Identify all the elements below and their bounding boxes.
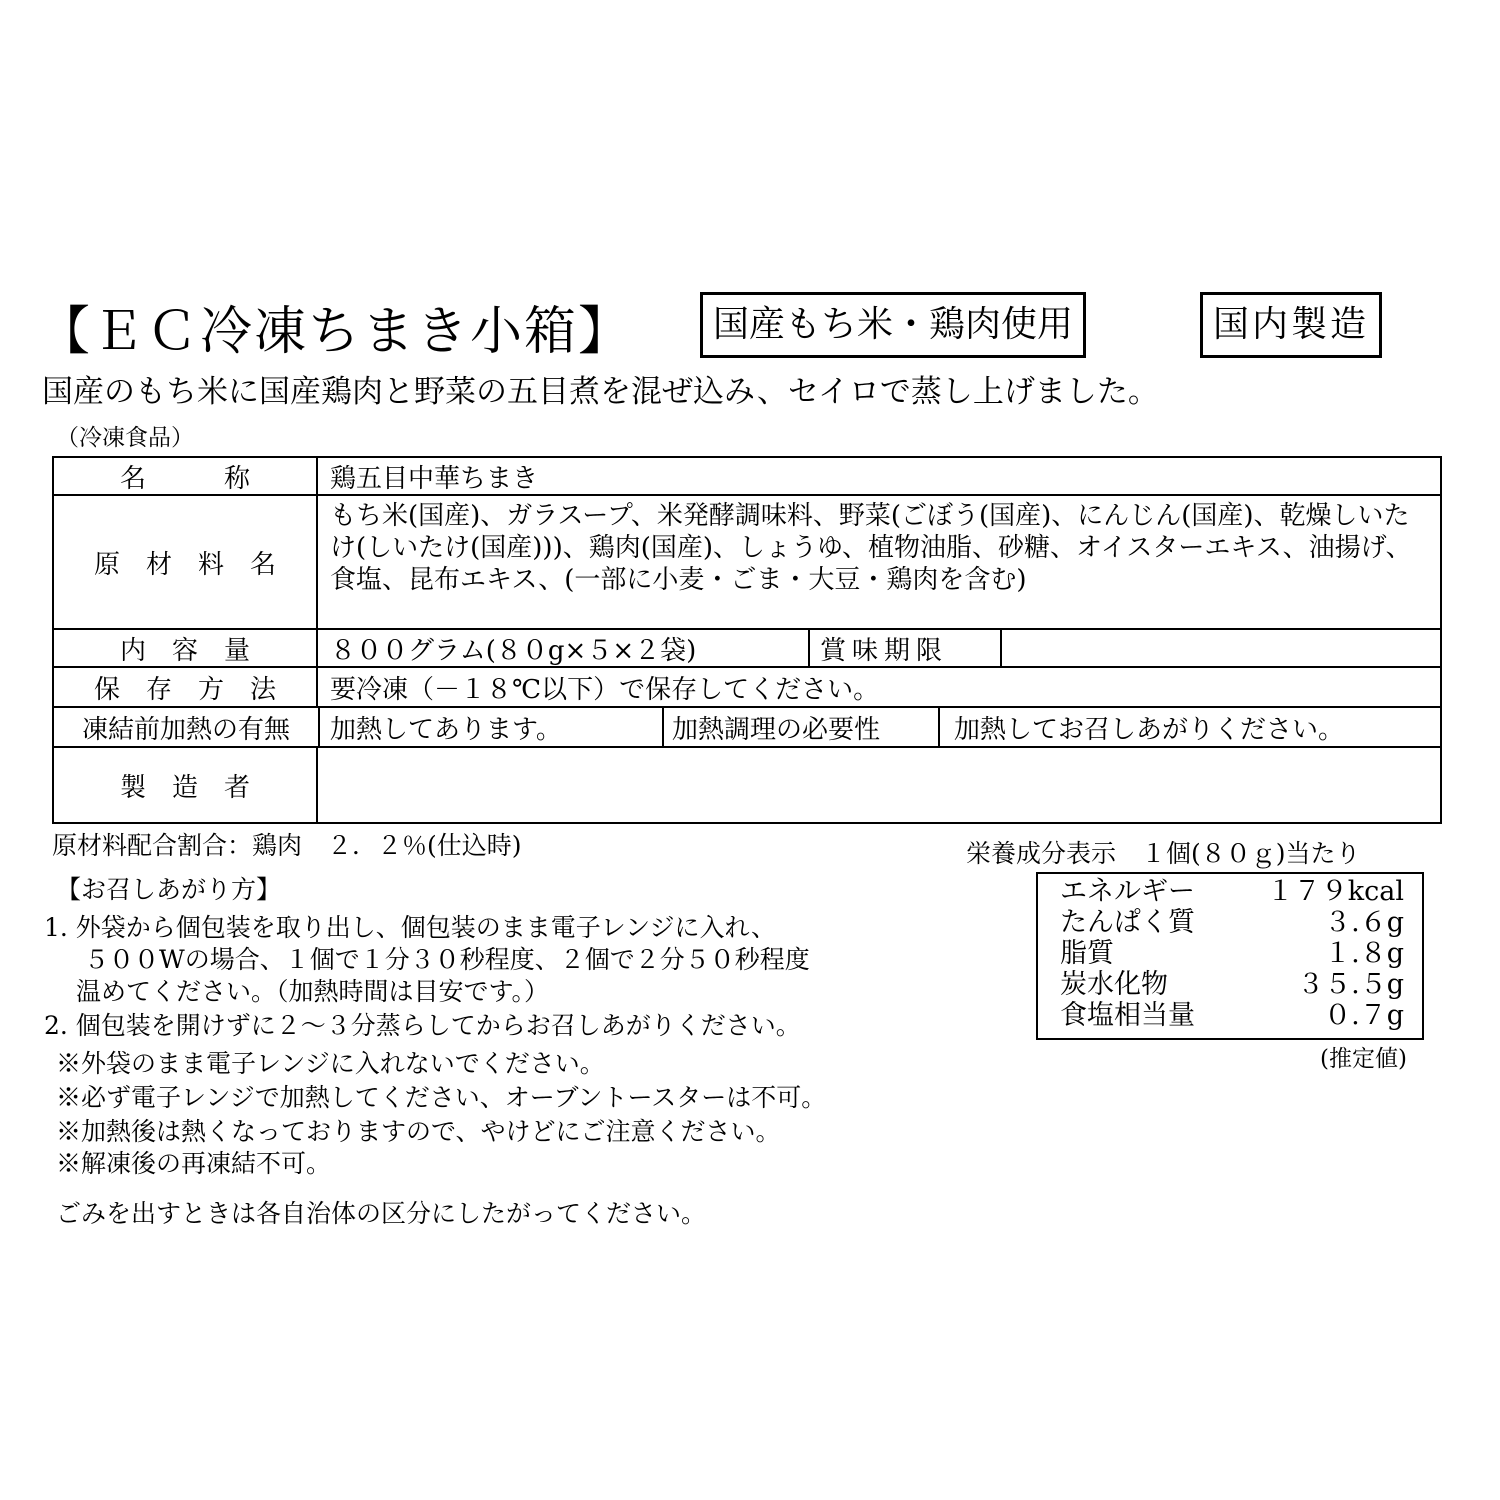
name-value: 鶏五目中華ちまき: [330, 463, 539, 494]
howto-step-1-cont: ５００Wの場合、１個で１分３０秒程度、２個で２分５０秒程度: [84, 945, 810, 974]
nutrient-value: ３.６g: [1324, 907, 1404, 938]
nutrient-name: 食塩相当量: [1060, 1000, 1195, 1031]
preheat-row: [54, 708, 1440, 748]
howto-heading: 【お召しあがり方】: [56, 875, 282, 904]
ingredients-value: もち米(国産)、ガラスープ、米発酵調味料、野菜(ごぼう(国産)、にんじん(国産)、乾燥しいたけ(しいたけ(国産)))、鶏肉(国産)、しょうゆ、植物油脂、砂糖、オイスターエキス、油揚げ、食塩、昆布エキス、(一部に小麦・ごま・大豆・鶏肉を含む): [330, 501, 1412, 595]
disposal-note: ごみを出すときは各自治体の区分にしたがってください。: [56, 1199, 707, 1228]
howto-step-2: 2. 個包装を開けずに２～３分蒸らしてからお召しあがりください。: [44, 1011, 801, 1040]
name-label: 名 称: [54, 458, 318, 494]
cooking-need-value: 加熱してお召しあがりください。: [954, 714, 1345, 745]
content-row: [54, 630, 1440, 668]
best-before-label: 賞味期限: [820, 635, 949, 666]
best-before-value: [1002, 630, 1440, 666]
ingredients-row: [54, 496, 1440, 630]
nutrition-heading: 栄養成分表示 １個(８０ｇ)当たり: [966, 839, 1361, 868]
content-label: 内容量: [54, 630, 318, 666]
storage-label: 保存方法: [54, 668, 318, 706]
nutrient-name: 炭水化物: [1060, 969, 1168, 1000]
domestic-ingredients-badge: 国産もち米・鶏肉使用: [700, 292, 1086, 358]
manufacturer-value: [330, 748, 1432, 822]
caution-note: ※解凍後の再凍結不可。: [56, 1149, 332, 1178]
ingredient-ratio: 原材料配合割合：鶏肉 ２．２％(仕込時): [52, 831, 522, 860]
product-title: 【ＥＣ冷凍ちまき小箱】: [38, 302, 633, 362]
preheat-label: 凍結前加熱の有無: [54, 708, 320, 746]
caution-note: ※加熱後は熱くなっておりますので、やけどにご注意ください。: [56, 1117, 781, 1146]
manufacturer-label: 製造者: [54, 748, 318, 822]
ingredients-label: 原材料名: [54, 496, 318, 628]
domestic-made-badge: 国内製造: [1200, 292, 1382, 358]
howto-step-1-cont: 温めてください。（加熱時間は目安です。）: [76, 977, 550, 1006]
name-row: [54, 458, 1440, 496]
storage-row: [54, 668, 1440, 708]
caution-note: ※外袋のまま電子レンジに入れないでください。: [56, 1049, 605, 1078]
manufacturer-row: [54, 748, 1440, 822]
estimated-value-note: (推定値): [1320, 1046, 1407, 1072]
nutrition-row: [1060, 876, 1404, 907]
nutrient-name: たんぱく質: [1060, 907, 1195, 938]
howto-step-1: 1. 外袋から個包装を取り出し、個包装のまま電子レンジに入れ、: [44, 913, 777, 942]
content-value: ８００グラム(８０g×５×２袋): [330, 635, 697, 666]
nutrition-row: [1060, 938, 1404, 969]
cooking-need-label: 加熱調理の必要性: [672, 714, 881, 745]
product-description: 国産のもち米に国産鶏肉と野菜の五目煮を混ぜ込み、セイロで蒸し上げました。: [42, 374, 1159, 410]
label-table: [52, 456, 1442, 824]
nutrient-value: １.８g: [1324, 938, 1404, 969]
storage-value: 要冷凍（－１８℃以下）で保存してください。: [330, 674, 880, 705]
caution-note: ※必ず電子レンジで加熱してください、オーブントースターは不可。: [56, 1083, 827, 1112]
nutrition-row: [1060, 969, 1404, 1000]
frozen-food-label: （冷凍食品）: [56, 425, 194, 451]
nutrient-value: ３５.５g: [1297, 969, 1404, 1000]
preheat-value: 加熱してあります。: [330, 714, 562, 745]
nutrient-value: ０.７g: [1324, 1000, 1404, 1031]
nutrient-name: エネルギー: [1060, 876, 1195, 907]
nutrition-row: [1060, 907, 1404, 938]
nutrient-value: １７９kcal: [1266, 876, 1404, 907]
nutrition-row: [1060, 1000, 1404, 1031]
nutrition-table: [1036, 872, 1424, 1040]
nutrient-name: 脂質: [1060, 938, 1114, 969]
